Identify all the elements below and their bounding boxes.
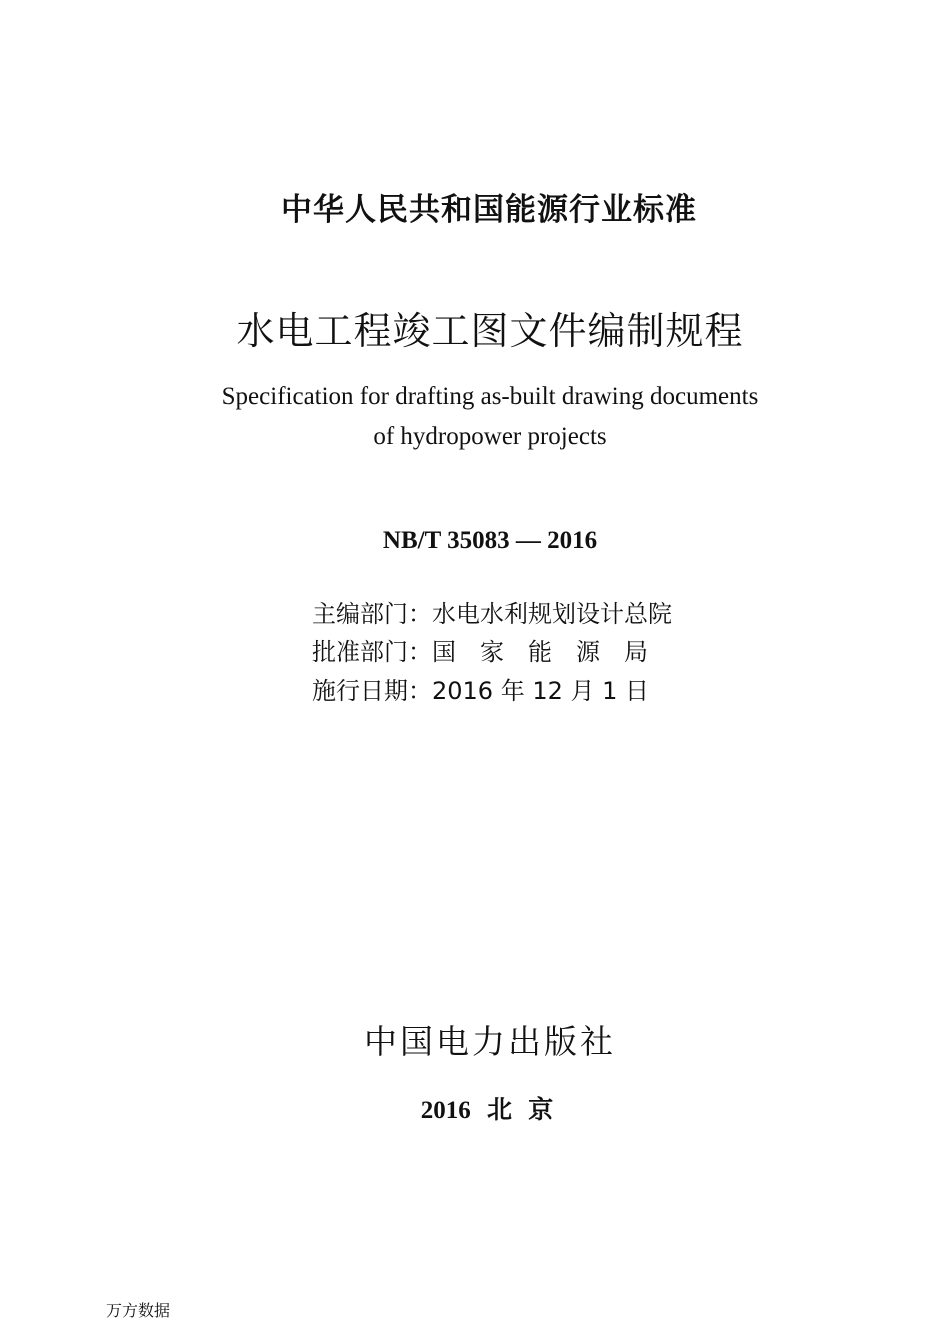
approver-value: 国 家 能 源 局 [432, 638, 648, 666]
document-title-english-line1: Specification for drafting as-built drawing documents [221, 383, 759, 410]
publisher-name: 中国电力出版社 [364, 1022, 616, 1061]
approver-label: 批准部门： [312, 638, 432, 666]
editor-value: 水电水利规划设计总院 [432, 600, 672, 628]
meta-row-approver [312, 632, 648, 667]
standard-code: NB/T 35083 — 2016 [382, 527, 598, 554]
editor-label: 主编部门： [312, 600, 432, 628]
date-value: 2016 年 12 月 1 日 [432, 677, 650, 705]
publication-year-place: 2016 北 京 [420, 1097, 554, 1124]
date-label: 施行日期： [312, 677, 432, 705]
meta-row-editor [312, 594, 672, 629]
meta-row-effective-date [312, 671, 649, 706]
document-title-english-line2: of hydropower projects [373, 423, 607, 450]
database-watermark: 万方数据 [106, 1301, 171, 1320]
standard-category-heading: 中华人民共和国能源行业标准 [281, 192, 697, 228]
document-title-chinese: 水电工程竣工图文件编制规程 [236, 309, 744, 353]
